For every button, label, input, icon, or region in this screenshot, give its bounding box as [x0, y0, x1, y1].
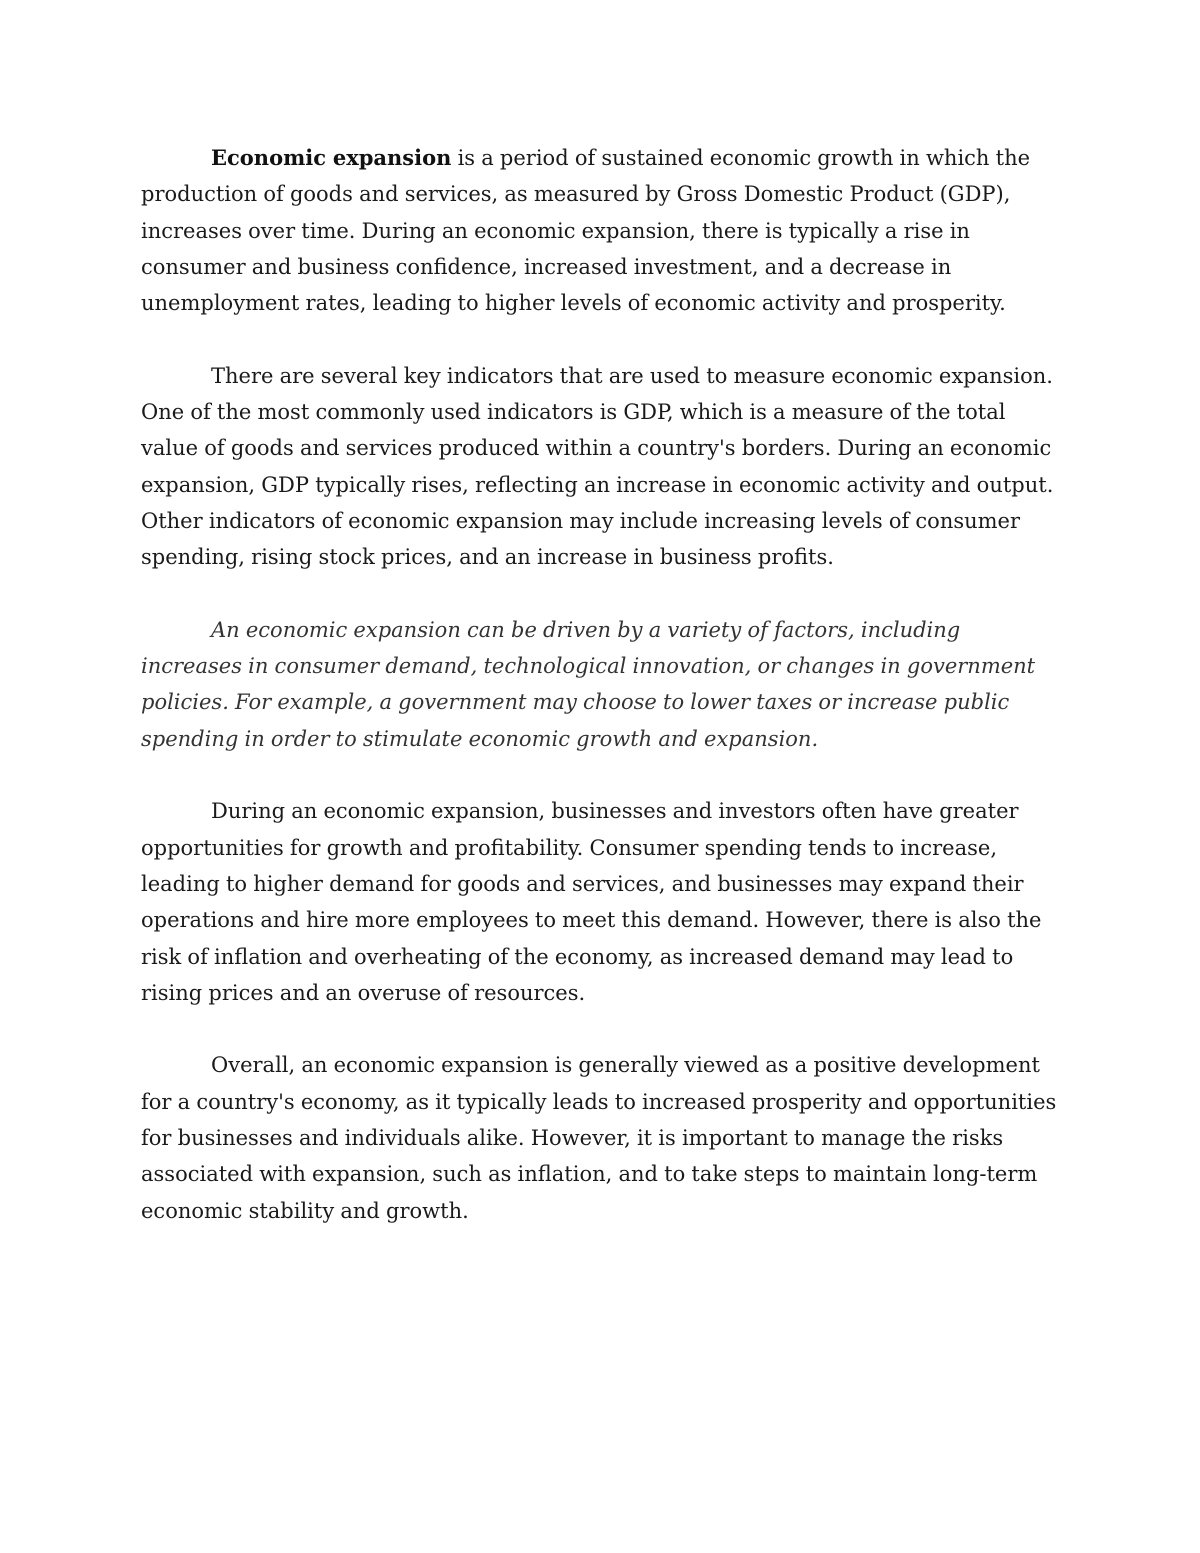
paragraph-definition — [141, 140, 1063, 321]
paragraph-opportunities: During an economic expansion, businesses and investors often have greater opportunities for growth and profitability. Consumer spending tends to increase, leading to higher demand for goods and services, and businesses may expand their operations and hire more employees to meet this demand. However, there is also the risk of inflation and overheating of the economy, as increased demand may lead to rising prices and an overuse of resources. — [141, 799, 1042, 1005]
paragraph-text: is a period of sustained economic growth in which the production of goods and services, as measured by Gross Domestic Product (GDP), increases over time. During an economic expansion, there is typically a rise in consumer and business confidence, increased investment, and a decrease in unemployment rates, leading to higher levels of economic activity and prosperity. — [141, 146, 1031, 316]
paragraph-indicators: There are several key indicators that are used to measure economic expansion. One of the most commonly used indicators is GDP, which is a measure of the total value of goods and services produced within a country's borders. During an economic expansion, GDP typically rises, reflecting an increase in economic activity and output. Other indicators of economic expansion may include increasing levels of consumer spending, rising stock prices, and an increase in business profits. — [141, 363, 1054, 570]
document-body — [141, 140, 1063, 1265]
paragraph-conclusion: Overall, an economic expansion is generally viewed as a positive development for a country's economy, as it typically leads to increased prosperity and opportunities for businesses and individuals alike. However, it is important to manage the risks associated with expansion, such as inflation, and to take steps to maintain long-term economic stability and growth. — [141, 1053, 1057, 1223]
paragraph-drivers: An economic expansion can be driven by a variety of factors, including increases in consumer demand, technological innovation, or changes in government policies. For example, a government may choose to lower taxes or increase public spending in order to stimulate economic growth and expansion. — [141, 617, 1036, 751]
bold-term: Economic expansion — [211, 145, 452, 170]
